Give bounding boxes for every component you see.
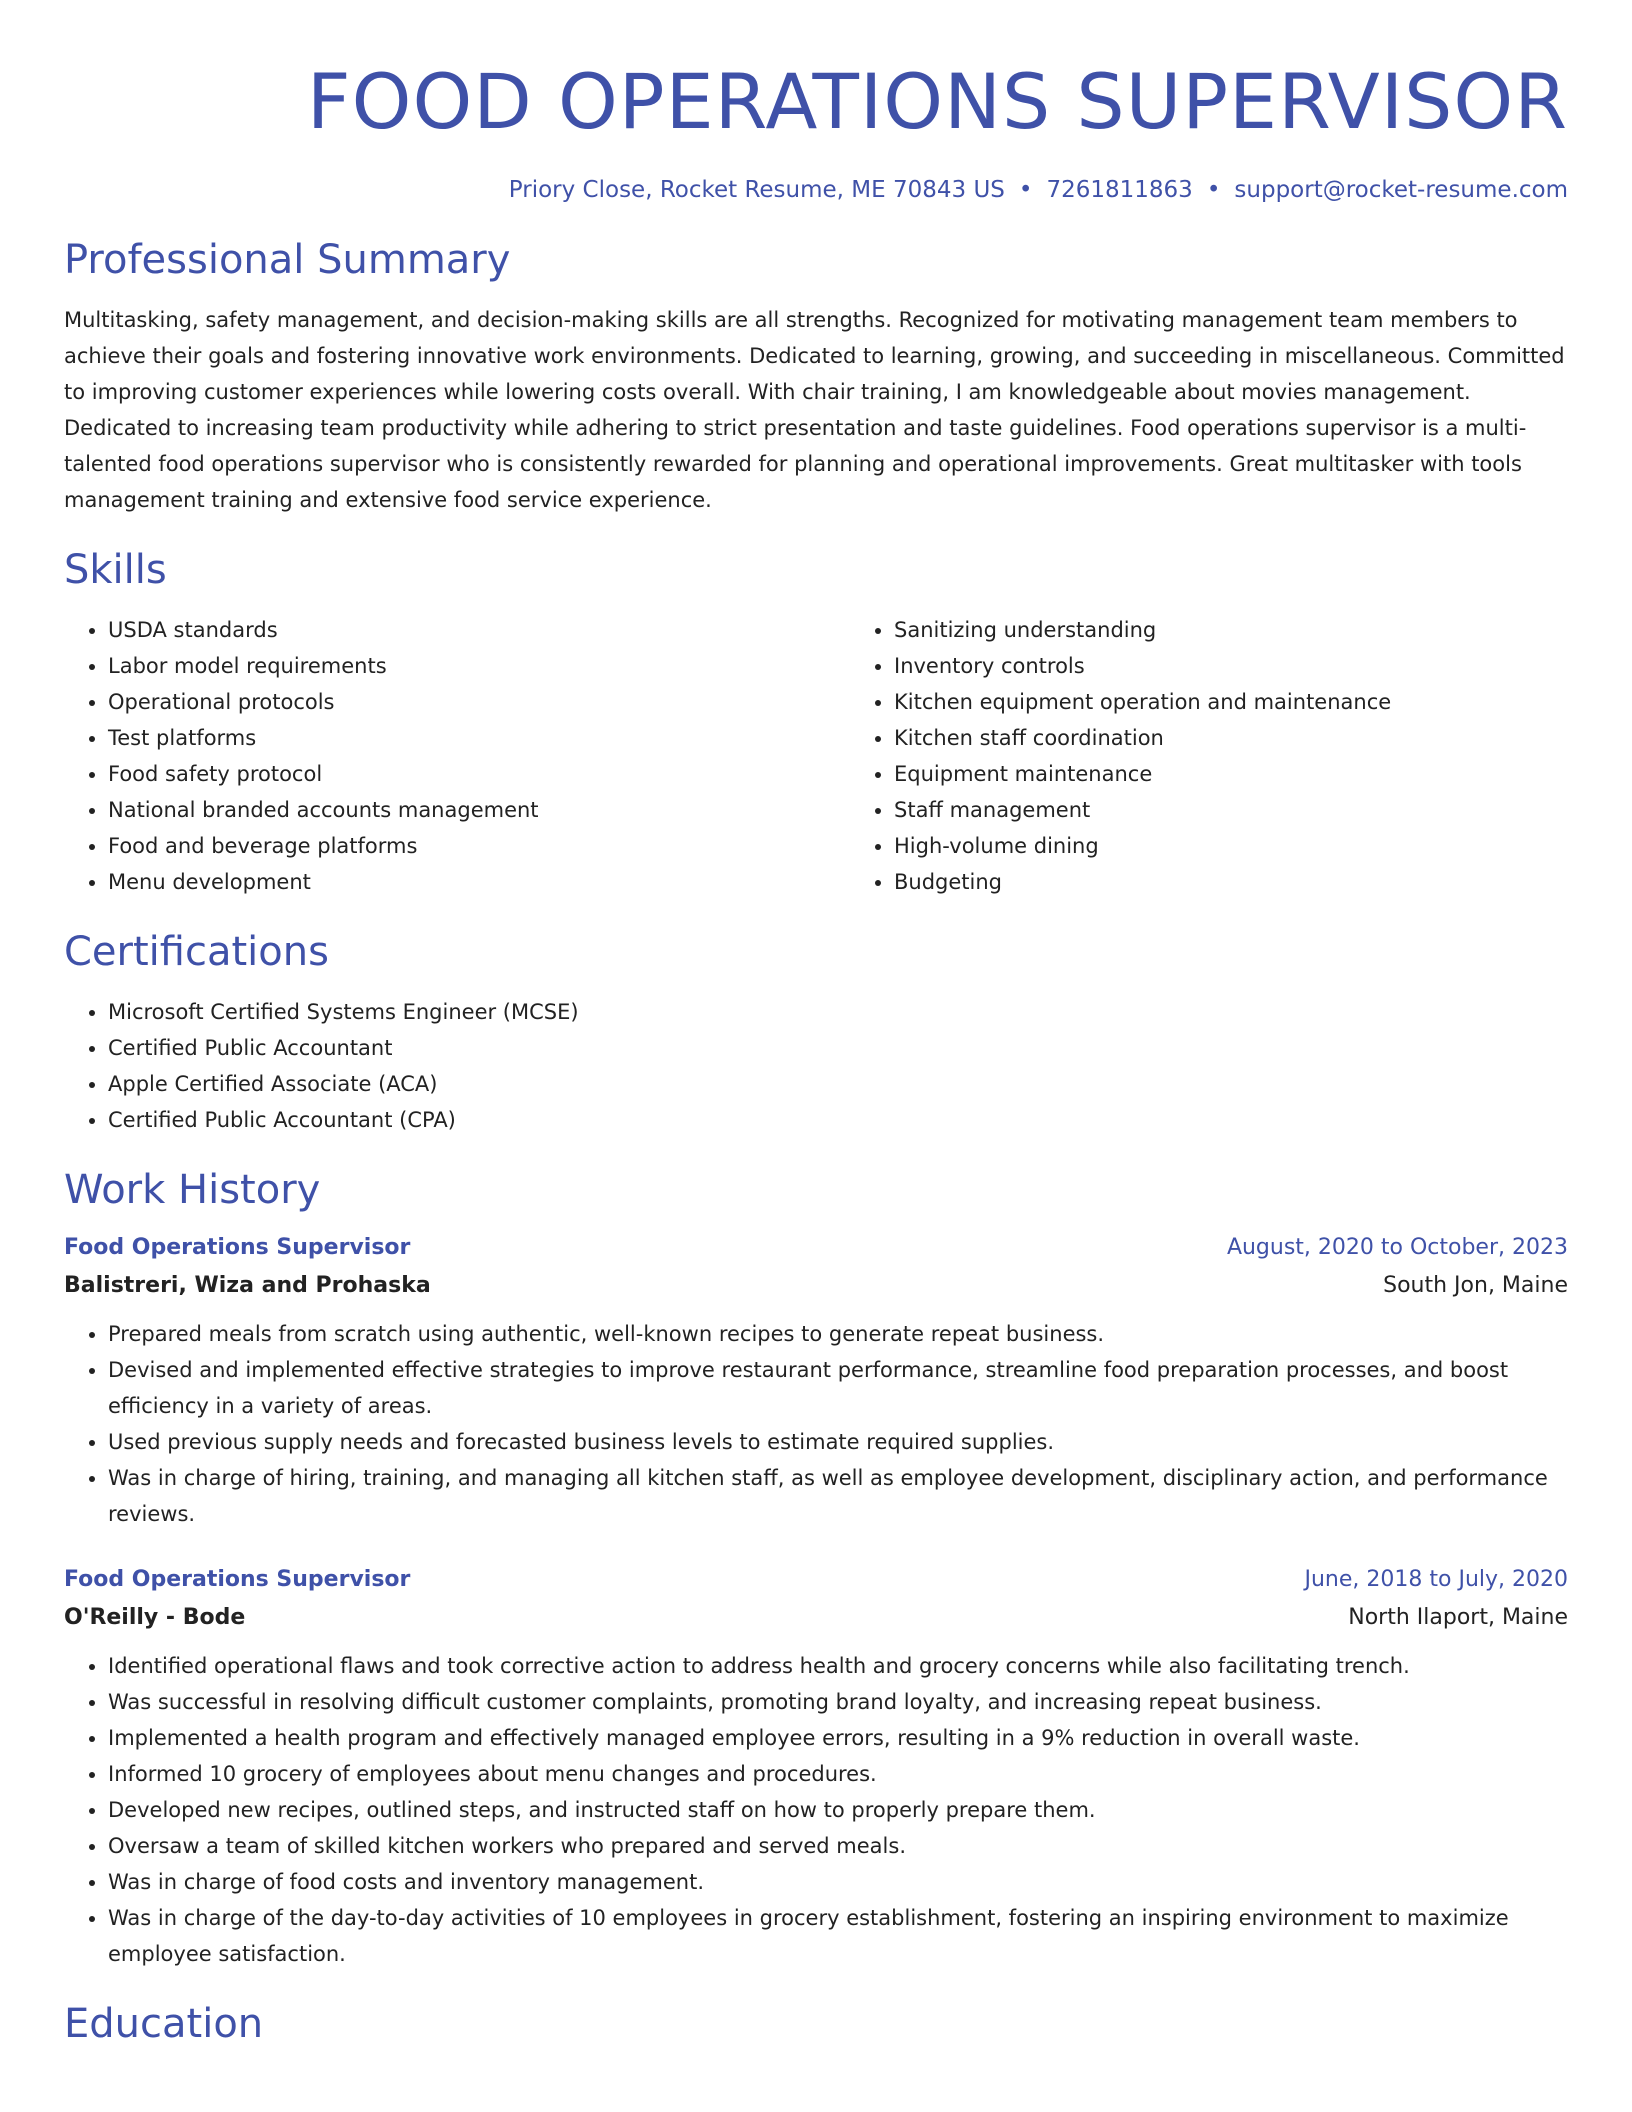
skill-item: • Menu development [108, 864, 850, 900]
job-company: Balistreri, Wiza and Prohaska [64, 1273, 431, 1298]
contact-email: support@rocket-resume.com [1234, 177, 1568, 203]
section-title-certifications: Certifications [64, 929, 329, 975]
skills-list-right [850, 612, 1568, 900]
skills-list-left [64, 612, 850, 900]
skill-item: • Food safety protocol [108, 756, 850, 792]
skill-item: • USDA standards [108, 612, 850, 648]
job-entry [64, 1230, 1568, 1532]
education-section [64, 1998, 1568, 2050]
skill-item: • Kitchen equipment operation and maintenance [894, 684, 1568, 720]
job-bullet: • Implemented a health program and effectively managed employee errors, resulting in a 9% reduction in overall waste. [108, 1720, 1568, 1756]
skill-item: • Test platforms [108, 720, 850, 756]
job-company-row [64, 1266, 1568, 1306]
section-title-work-history: Work History [64, 1167, 321, 1213]
contact-separator: • [1018, 177, 1033, 203]
skills-grid [64, 596, 1568, 900]
job-dates: August, 2020 to October, 2023 [1226, 1235, 1568, 1260]
job-title: Food Operations Supervisor [64, 1235, 411, 1260]
job-entry [64, 1562, 1568, 1972]
skill-item: • High-volume dining [894, 828, 1568, 864]
job-bullet: • Devised and implemented effective strategies to improve restaurant performance, streamline food preparation processes, and boost efficiency in a variety of areas. [108, 1352, 1568, 1424]
job-dates: June, 2018 to July, 2020 [1304, 1567, 1568, 1592]
skill-item: • Labor model requirements [108, 648, 850, 684]
job-bullet: • Developed new recipes, outlined steps, and instructed staff on how to properly prepare them. [108, 1792, 1568, 1828]
section-title-summary: Professional Summary [64, 237, 511, 283]
job-bullet: • Was in charge of food costs and inventory management. [108, 1864, 1568, 1900]
certification-item: • Certified Public Accountant (CPA) [108, 1102, 1568, 1138]
job-title-row [64, 1562, 1568, 1598]
contact-line [64, 174, 1568, 206]
job-bullet: • Was successful in resolving difficult customer complaints, promoting brand loyalty, and increasing repeat business. [108, 1684, 1568, 1720]
job-location: North Ilaport, Maine [1348, 1605, 1568, 1630]
job-bullets [64, 1648, 1568, 1972]
skill-item: • Budgeting [894, 864, 1568, 900]
job-bullet: • Used previous supply needs and forecasted business levels to estimate required supplies. [108, 1424, 1568, 1460]
section-title-education: Education [64, 2001, 264, 2047]
job-bullet: • Was in charge of hiring, training, and managing all kitchen staff, as well as employee development, disciplinary action, and performance reviews. [108, 1460, 1568, 1532]
job-bullet: • Was in charge of the day-to-day activities of 10 employees in grocery establishment, fostering an inspiring environment to maximize employee satisfaction. [108, 1900, 1568, 1972]
summary-section [64, 234, 1568, 518]
certification-item: • Apple Certified Associate (ACA) [108, 1066, 1568, 1102]
skill-item: • Equipment maintenance [894, 756, 1568, 792]
job-bullet: • Identified operational flaws and took corrective action to address health and grocery concerns while also facilitating trench. [108, 1648, 1568, 1684]
summary-text: Multitasking, safety management, and decision-making skills are all strengths. Recognized for motivating management team members to achieve their goals and fostering innovative work environments. Dedicated to learning, growing, and succeeding in miscellaneous. Committed to improving customer experiences while lowering costs overall. With chair training, I am knowledgeable about movies management. Dedicated to increasing team productivity while adhering to strict presentation and taste guidelines. Food operations supervisor is a multi-talented food operations supervisor who is consistently rewarded for planning and operational improvements. Great multitasker with tools management training and extensive food service experience. [64, 308, 1565, 512]
skill-item: • Operational protocols [108, 684, 850, 720]
skill-item: • Kitchen staff coordination [894, 720, 1568, 756]
job-company-row [64, 1598, 1568, 1638]
skill-item: • National branded accounts management [108, 792, 850, 828]
contact-address: Priory Close, Rocket Resume, ME 70843 US [508, 177, 1005, 203]
job-bullet: • Prepared meals from scratch using authentic, well-known recipes to generate repeat business. [108, 1316, 1568, 1352]
job-bullet: • Informed 10 grocery of employees about menu changes and procedures. [108, 1756, 1568, 1792]
section-title-skills: Skills [64, 547, 167, 593]
certifications-section [64, 926, 1568, 1138]
job-location: South Jon, Maine [1383, 1273, 1568, 1298]
job-title-row [64, 1230, 1568, 1266]
job-bullet: • Oversaw a team of skilled kitchen workers who prepared and served meals. [108, 1828, 1568, 1864]
job-title: Food Operations Supervisor [64, 1567, 411, 1592]
certification-item: • Certified Public Accountant [108, 1030, 1568, 1066]
job-bullets [64, 1316, 1568, 1532]
skills-section [64, 544, 1568, 900]
contact-phone: 7261811863 [1046, 177, 1193, 203]
skill-item: • Food and beverage platforms [108, 828, 850, 864]
resume-header [64, 52, 1568, 206]
work-history-section [64, 1164, 1568, 1972]
skill-item: • Inventory controls [894, 648, 1568, 684]
contact-separator: • [1206, 177, 1221, 203]
skill-item: • Staff management [894, 792, 1568, 828]
certifications-list [64, 994, 1568, 1138]
job-company: O'Reilly - Bode [64, 1605, 246, 1630]
certification-item: • Microsoft Certified Systems Engineer (MCSE) [108, 994, 1568, 1030]
skill-item: • Sanitizing understanding [894, 612, 1568, 648]
candidate-name: FOOD OPERATIONS SUPERVISOR [306, 57, 1568, 146]
